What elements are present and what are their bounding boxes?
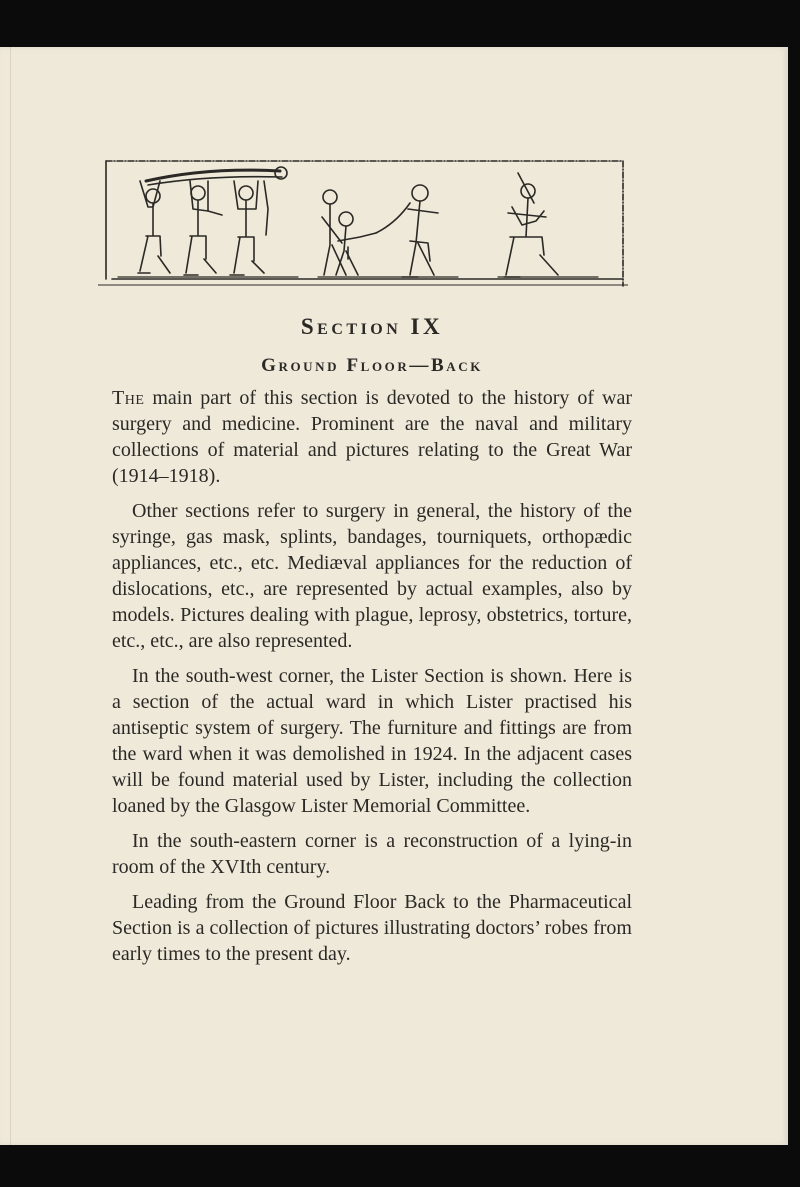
book-page — [0, 47, 788, 1145]
section-title: Section IX — [300, 314, 444, 339]
paragraph-1-text: main part of this section is devoted to the history of war surgery and medicine. Prominent are the naval and military collections of material and pictures relating to the Great War (1914–1918). — [112, 387, 632, 487]
paragraph-3: In the south-west corner, the Lister Section is shown. Here is a section of the actual ward in which Lister practised his antiseptic system of surgery. The furniture and fittings are from the ward when it was demolished in 1924. In the adjacent cases will be found material used by Lister, including the collection loaned by the Glasgow Lister Memorial Committee. — [112, 665, 632, 817]
paragraph-5: Leading from the Ground Floor Back to the Pharmaceutical Section is a collection of pictures illustrating doctors’ robes from early times to the present day. — [112, 891, 632, 965]
egyptian-frieze-illustration — [98, 151, 628, 287]
paragraph-1 — [112, 385, 632, 489]
paragraph-2: Other sections refer to surgery in general, the history of the syringe, gas mask, splints, bandages, tourniquets, orthopædic appliances, etc., etc. Mediæval appliances for the reduction of dislocations, etc., are represented by actual examples, also by models. Pictures dealing with plague, leprosy, obstetrics, torture, etc., etc., are also represented. — [112, 500, 632, 652]
section-subtitle: Ground Floor—Back — [261, 355, 483, 376]
frieze-drawing — [98, 151, 628, 287]
page-edge-line — [10, 47, 11, 1145]
paragraph-lead-word: The — [112, 387, 145, 409]
paragraph-4: In the south-eastern corner is a reconstruction of a lying-in room of the XVIth century. — [112, 830, 632, 878]
page-text — [112, 307, 632, 976]
